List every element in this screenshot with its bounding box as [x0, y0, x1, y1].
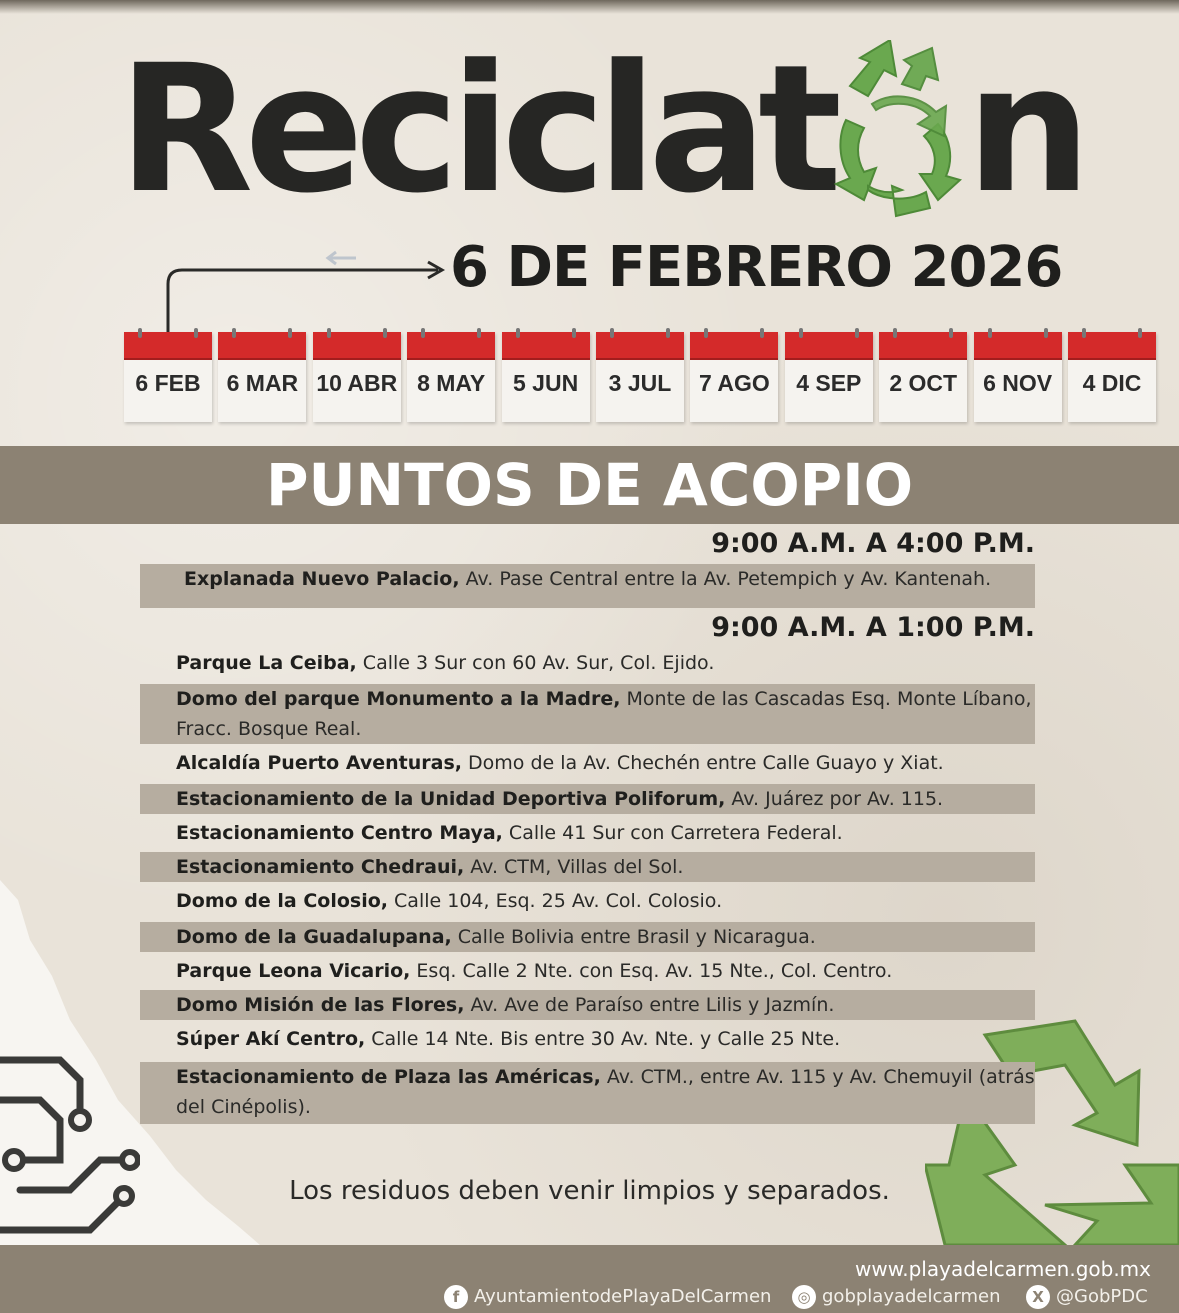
calendar-date — [785, 332, 873, 422]
footer — [0, 1245, 1179, 1313]
calendar-date-label: 6 MAR — [226, 370, 299, 396]
location-row — [140, 748, 1035, 778]
location-name: Parque La Ceiba, — [176, 652, 357, 674]
location-name: Domo del parque Monumento a la Madre, — [176, 688, 621, 710]
location-name: Domo de la Guadalupana, — [176, 926, 452, 948]
location-row — [140, 818, 1035, 848]
calendar-ring-icon — [893, 328, 897, 338]
calendar-ring-icon — [666, 328, 670, 338]
location-row — [140, 886, 1035, 916]
calendar-header — [974, 332, 1062, 360]
calendar-date — [502, 332, 590, 422]
calendar-date — [690, 332, 778, 422]
calendar-header — [502, 332, 590, 360]
circuit-decoration — [0, 1040, 140, 1250]
calendar-dates — [124, 332, 1158, 424]
x-handle: @GobPDC — [1056, 1286, 1148, 1307]
location-address: Av. Juárez por Av. 115. — [725, 788, 944, 810]
location-address: Calle Bolivia entre Brasil y Nicaragua. — [451, 926, 816, 948]
calendar-date-label: 5 JUN — [512, 370, 579, 396]
location-address: Av. CTM, Villas del Sol. — [464, 856, 684, 878]
instagram-link[interactable] — [792, 1285, 1001, 1309]
arrow-icon — [160, 236, 460, 336]
location-name: Domo Misión de las Flores, — [176, 994, 465, 1016]
event-date: 6 DE FEBRERO 2026 — [450, 235, 1063, 300]
location-row — [140, 1062, 1035, 1124]
calendar-ring-icon — [232, 328, 236, 338]
location-row — [140, 564, 1035, 608]
calendar-ring-icon — [799, 328, 803, 338]
location-row — [140, 684, 1035, 744]
recycle-icon — [820, 40, 970, 220]
facebook-link[interactable] — [444, 1285, 771, 1309]
schedule-hours: 9:00 A.M. A 1:00 P.M. — [711, 612, 1035, 643]
location-name: Estacionamiento Centro Maya, — [176, 822, 503, 844]
location-name: Súper Akí Centro, — [176, 1028, 366, 1050]
calendar-ring-icon — [383, 328, 387, 338]
location-row — [140, 852, 1035, 882]
calendar-date — [879, 332, 967, 422]
title-suffix: n — [966, 27, 1083, 232]
calendar-ring-icon — [855, 328, 859, 338]
location-address: Monte de las Cascadas Esq. Monte Líbano, Fracc. Bosque Real. — [176, 688, 1032, 740]
calendar-date — [407, 332, 495, 422]
location-address: Esq. Calle 2 Nte. con Esq. Av. 15 Nte., Col. Centro. — [410, 960, 893, 982]
location-address: Calle 3 Sur con 60 Av. Sur, Col. Ejido. — [356, 652, 715, 674]
instagram-icon: ◎ — [792, 1285, 816, 1309]
event-date-row — [160, 235, 1063, 336]
top-edge-shadow — [0, 0, 1179, 14]
location-name: Estacionamiento Chedraui, — [176, 856, 465, 878]
calendar-ring-icon — [477, 328, 481, 338]
calendar-header — [313, 332, 401, 360]
event-title — [118, 27, 1083, 232]
calendar-date — [596, 332, 684, 422]
calendar-ring-icon — [421, 328, 425, 338]
location-address: Calle 41 Sur con Carretera Federal. — [502, 822, 843, 844]
calendar-date-label: 3 JUL — [608, 370, 672, 396]
location-address: Av. Pase Central entre la Av. Petempich y Av. Kantenah. — [459, 568, 992, 590]
calendar-date-label: 2 OCT — [889, 370, 958, 396]
calendar-date — [313, 332, 401, 422]
calendar-ring-icon — [516, 328, 520, 338]
instagram-handle: gobplayadelcarmen — [822, 1286, 1001, 1307]
location-name: Alcaldía Puerto Aventuras, — [176, 752, 462, 774]
calendar-ring-icon — [704, 328, 708, 338]
location-row — [140, 784, 1035, 814]
section-title: PUNTOS DE ACOPIO — [265, 451, 914, 519]
calendar-date-label: 10 ABR — [316, 370, 398, 396]
location-name: Parque Leona Vicario, — [176, 960, 411, 982]
location-row — [140, 990, 1035, 1020]
website-link[interactable]: www.playadelcarmen.gob.mx — [855, 1257, 1151, 1281]
location-name: Estacionamiento de Plaza las Américas, — [176, 1066, 601, 1088]
location-address: Av. CTM., entre Av. 115 y Av. Chemuyil (atrás del Cinépolis). — [176, 1066, 1035, 1118]
location-name: Domo de la Colosio, — [176, 890, 388, 912]
calendar-ring-icon — [1138, 328, 1142, 338]
calendar-header — [785, 332, 873, 360]
location-address: Domo de la Av. Chechén entre Calle Guayo y Xiat. — [461, 752, 944, 774]
calendar-date-label: 7 AGO — [699, 370, 770, 396]
location-row — [140, 922, 1035, 952]
schedule-hours: 9:00 A.M. A 4:00 P.M. — [711, 528, 1035, 559]
calendar-date — [124, 332, 212, 422]
calendar-date — [974, 332, 1062, 422]
calendar-date-label: 4 SEP — [796, 370, 862, 396]
location-address: Calle 104, Esq. 25 Av. Col. Colosio. — [388, 890, 723, 912]
calendar-date-label: 6 FEB — [135, 370, 201, 396]
calendar-ring-icon — [327, 328, 331, 338]
calendar-ring-icon — [288, 328, 292, 338]
calendar-date — [218, 332, 306, 422]
location-row — [140, 1024, 1035, 1054]
x-link[interactable] — [1026, 1285, 1148, 1309]
location-address: Calle 14 Nte. Bis entre 30 Av. Nte. y Calle 25 Nte. — [365, 1028, 841, 1050]
calendar-ring-icon — [138, 328, 142, 338]
calendar-date — [1068, 332, 1156, 422]
calendar-date-label: 8 MAY — [417, 370, 486, 396]
calendar-ring-icon — [1082, 328, 1086, 338]
calendar-ring-icon — [572, 328, 576, 338]
facebook-icon: f — [444, 1285, 468, 1309]
title-prefix: Reciclat — [118, 27, 834, 232]
location-row — [140, 648, 1035, 678]
location-row — [140, 956, 1035, 986]
location-address: Av. Ave de Paraíso entre Lilis y Jazmín. — [464, 994, 835, 1016]
calendar-date-label: 6 NOV — [983, 370, 1053, 396]
calendar-ring-icon — [1044, 328, 1048, 338]
location-name: Estacionamiento de la Unidad Deportiva Poliforum, — [176, 788, 726, 810]
calendar-ring-icon — [949, 328, 953, 338]
section-band — [0, 446, 1179, 524]
calendar-ring-icon — [610, 328, 614, 338]
calendar-date-label: 4 DIC — [1082, 370, 1142, 396]
facebook-handle: AyuntamientodePlayaDelCarmen — [474, 1286, 772, 1307]
calendar-ring-icon — [760, 328, 764, 338]
calendar-ring-icon — [988, 328, 992, 338]
footer-note: Los residuos deben venir limpios y separados. — [289, 1176, 890, 1206]
calendar-ring-icon — [194, 328, 198, 338]
location-name: Explanada Nuevo Palacio, — [184, 568, 460, 590]
x-icon: X — [1026, 1285, 1050, 1309]
